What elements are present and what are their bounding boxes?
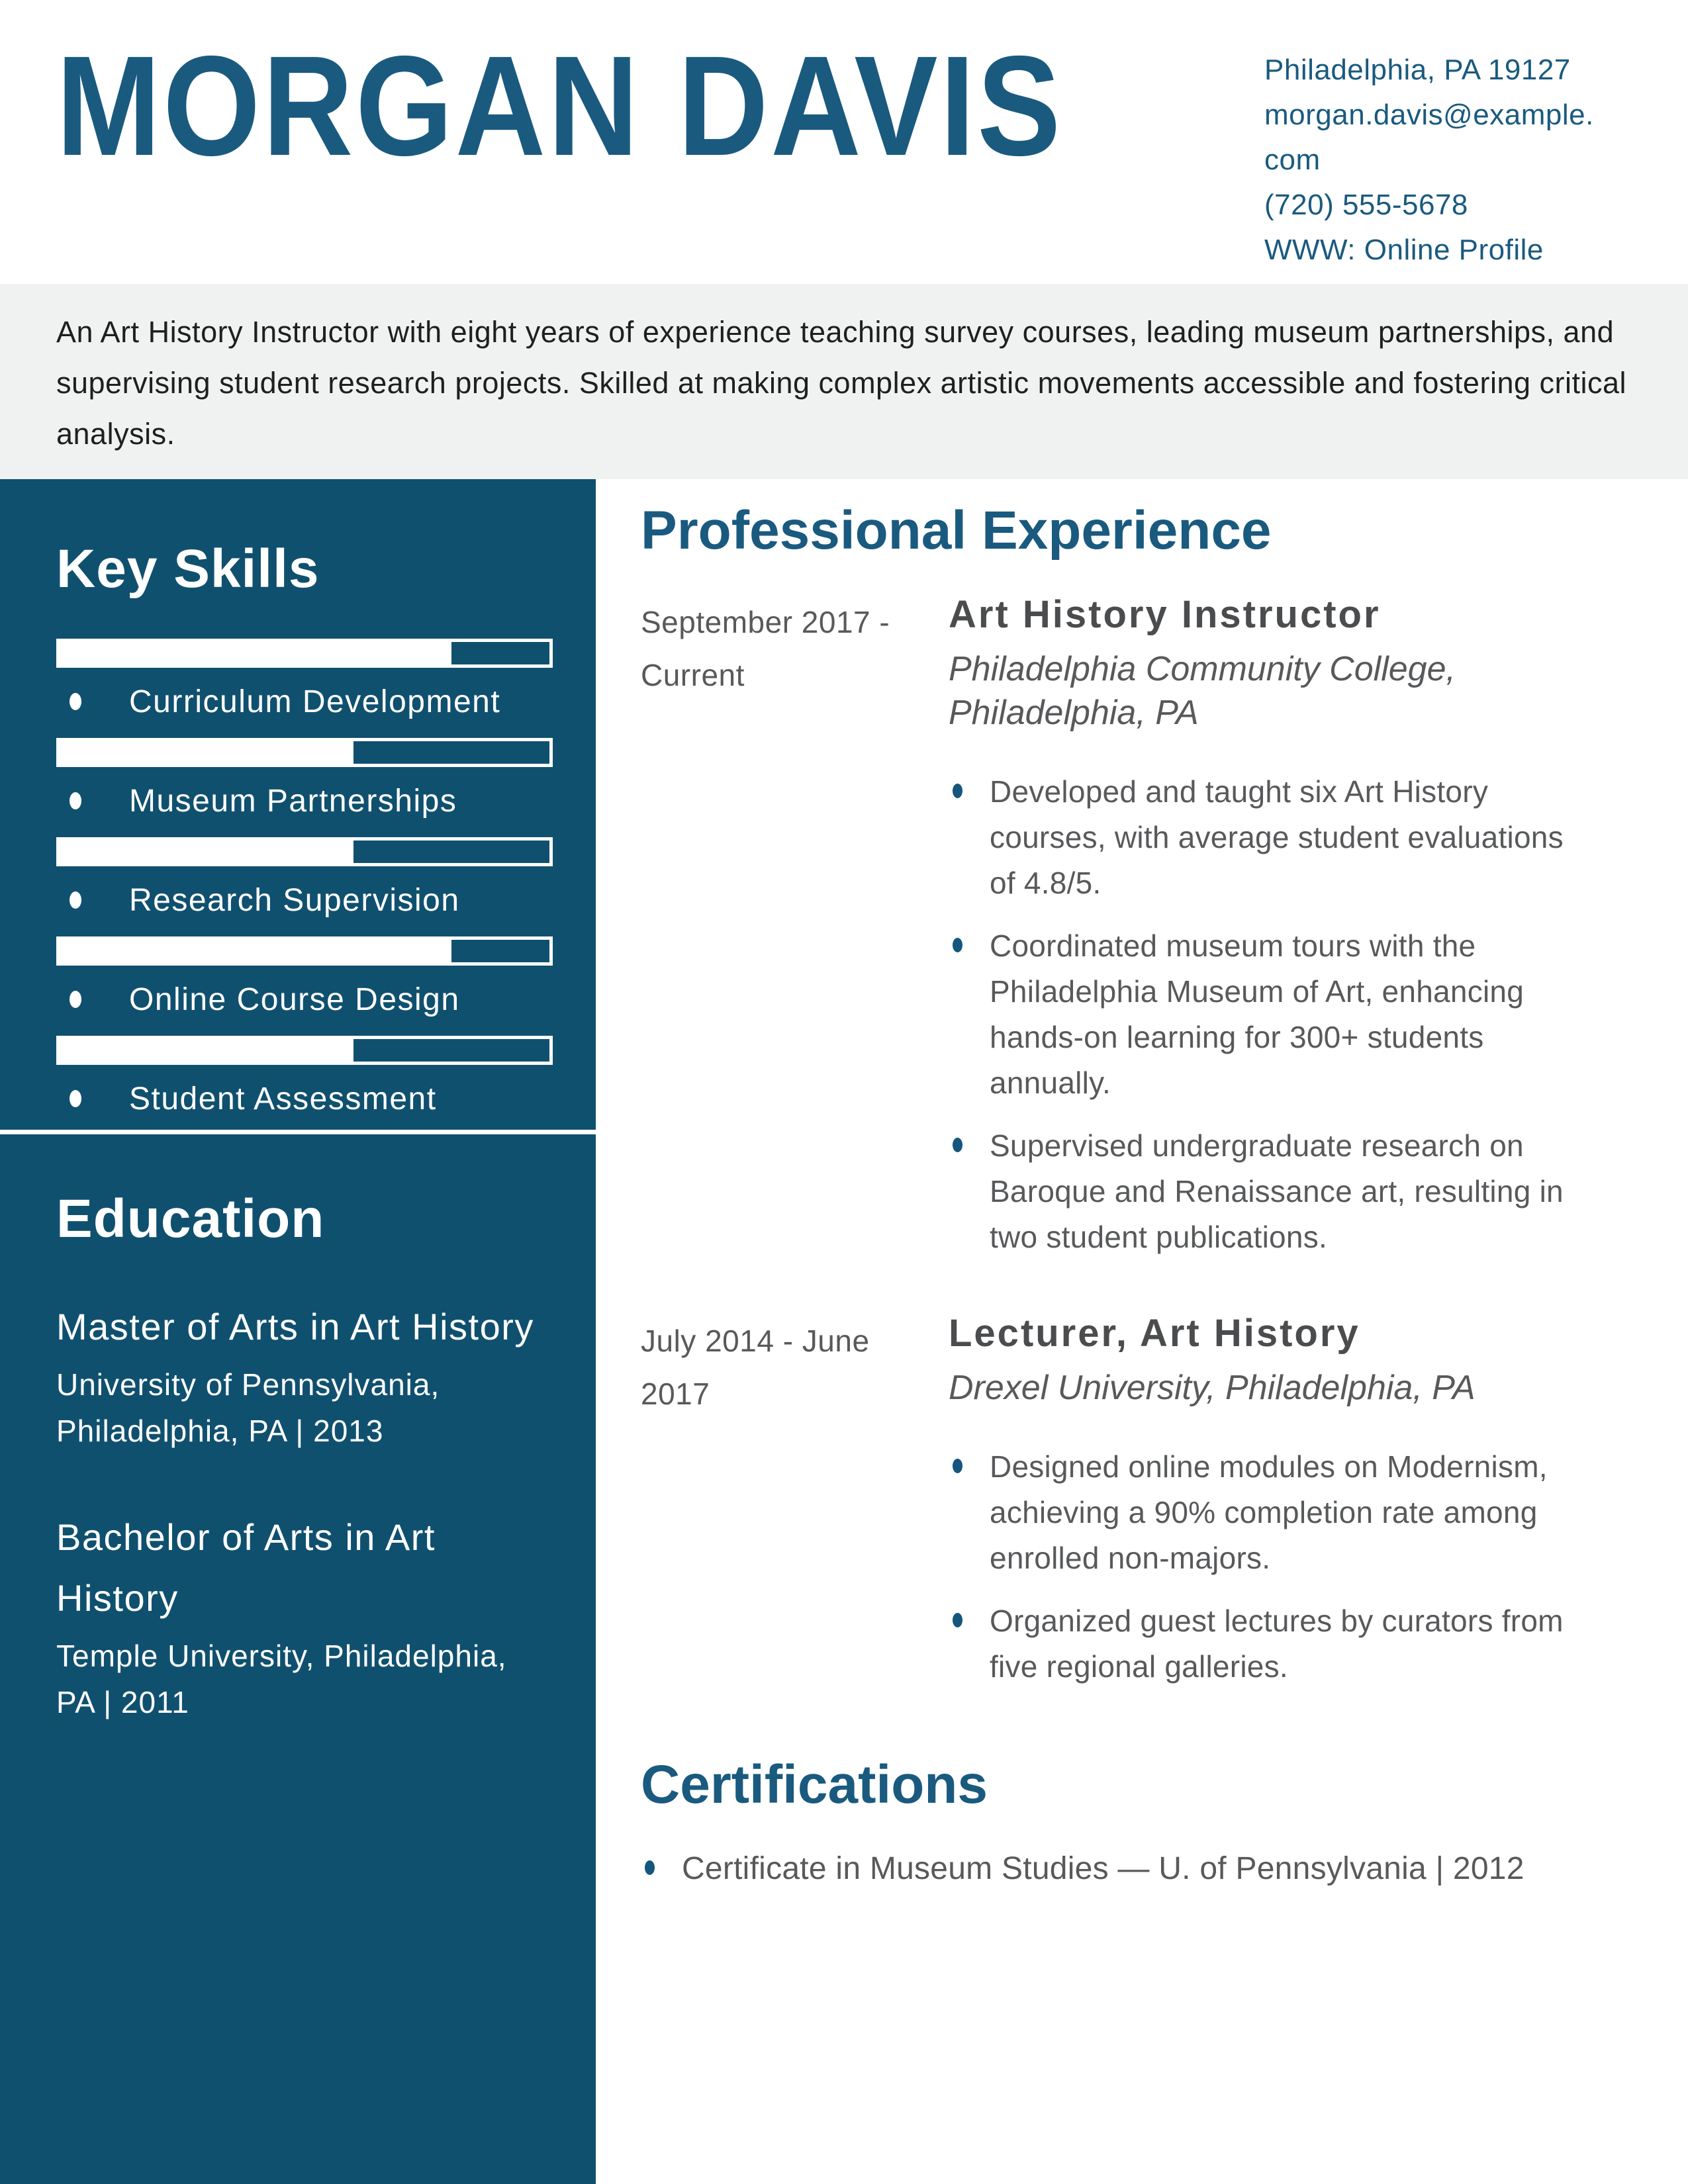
- degree-school: Temple University, Philadelphia, PA | 2011: [56, 1639, 507, 1719]
- content-column: [596, 479, 1688, 2184]
- skill-label: Online Course Design: [56, 981, 553, 1019]
- job-entry: [641, 592, 1642, 1277]
- skill-item: [56, 837, 553, 919]
- contact-location: Philadelphia, PA 19127: [1264, 54, 1571, 86]
- skill-item: [56, 639, 553, 721]
- skill-item: [56, 936, 553, 1019]
- job-bullet-list: [949, 769, 1642, 1260]
- skill-level-fill: [60, 1039, 353, 1062]
- summary-text: An Art History Instructor with eight years of experience teaching survey courses, leading museum partnerships, and supervising student research projects. Skilled at making complex artistic movements accessible and fostering critical analysis.: [56, 315, 1627, 451]
- skill-level-bar: [56, 639, 553, 668]
- degree-title: Bachelor of Arts in Art History: [56, 1516, 436, 1619]
- job-dates: September 2017 - Current: [641, 605, 890, 692]
- degree-entry: [56, 1297, 553, 1454]
- education-heading: Education: [56, 1189, 325, 1249]
- job-company: Drexel University, Philadelphia, PA: [949, 1369, 1476, 1407]
- skill-level-fill: [60, 642, 451, 664]
- skill-label: Curriculum Development: [56, 684, 553, 721]
- skill-label: Student Assessment: [56, 1081, 553, 1118]
- skill-label: Museum Partnerships: [56, 783, 553, 820]
- job-title: Art History Instructor: [949, 593, 1381, 636]
- experience-heading: Professional Experience: [641, 500, 1272, 561]
- degree-title: Master of Arts in Art History: [56, 1306, 534, 1347]
- job-bullet: Designed online modules on Modernism, achieving a 90% completion rate among enrolled non-majors.: [949, 1444, 1594, 1581]
- job-entry: [641, 1310, 1642, 1707]
- key-skills-section: [0, 479, 596, 1134]
- skill-level-fill: [60, 841, 353, 863]
- skill-item: [56, 1036, 553, 1118]
- job-title: Lecturer, Art History: [949, 1312, 1360, 1355]
- job-bullet: Organized guest lectures by curators from five regional galleries.: [949, 1598, 1594, 1690]
- contact-website-link[interactable]: WWW: Online Profile: [1264, 234, 1544, 266]
- skill-item: [56, 738, 553, 820]
- job-bullet-list: [949, 1444, 1642, 1690]
- skill-label: Research Supervision: [56, 882, 553, 919]
- skill-level-fill: [60, 741, 353, 764]
- job-bullet: Developed and taught six Art History courses, with average student evaluations of 4.8/5.: [949, 769, 1594, 906]
- header: [0, 0, 1688, 284]
- job-bullet: Coordinated museum tours with the Philadelphia Museum of Art, enhancing hands-on learning for 300+ students annually.: [949, 923, 1594, 1106]
- contact-block: [1264, 48, 1632, 284]
- job-details: [949, 1310, 1642, 1707]
- summary-band: [0, 284, 1688, 479]
- degree-entry: [56, 1507, 553, 1725]
- contact-phone: (720) 555-5678: [1264, 189, 1468, 221]
- job-dates: July 2014 - June 2017: [641, 1324, 870, 1411]
- education-section: [0, 1134, 596, 2184]
- certification-item: Certificate in Museum Studies — U. of Pennsylvania | 2012: [641, 1846, 1634, 1892]
- skill-level-fill: [60, 940, 451, 962]
- skill-level-bar: [56, 738, 553, 767]
- candidate-name: MORGAN DAVIS: [56, 26, 1063, 185]
- skill-level-bar: [56, 1036, 553, 1065]
- certification-list: [641, 1846, 1642, 1892]
- skill-level-bar: [56, 837, 553, 866]
- job-details: [949, 592, 1642, 1277]
- skill-level-bar: [56, 936, 553, 966]
- certifications-heading: Certifications: [641, 1754, 988, 1815]
- contact-email[interactable]: morgan.davis@example.com: [1264, 99, 1594, 176]
- degree-school: University of Pennsylvania, Philadelphia, PA | 2013: [56, 1367, 440, 1448]
- key-skills-heading: Key Skills: [56, 539, 320, 599]
- sidebar: [0, 479, 596, 2184]
- main-columns: [0, 479, 1688, 2184]
- job-bullet: Supervised undergraduate research on Baroque and Renaissance art, resulting in two student publications.: [949, 1123, 1594, 1260]
- job-company: Philadelphia Community College, Philadelphia, PA: [949, 650, 1456, 732]
